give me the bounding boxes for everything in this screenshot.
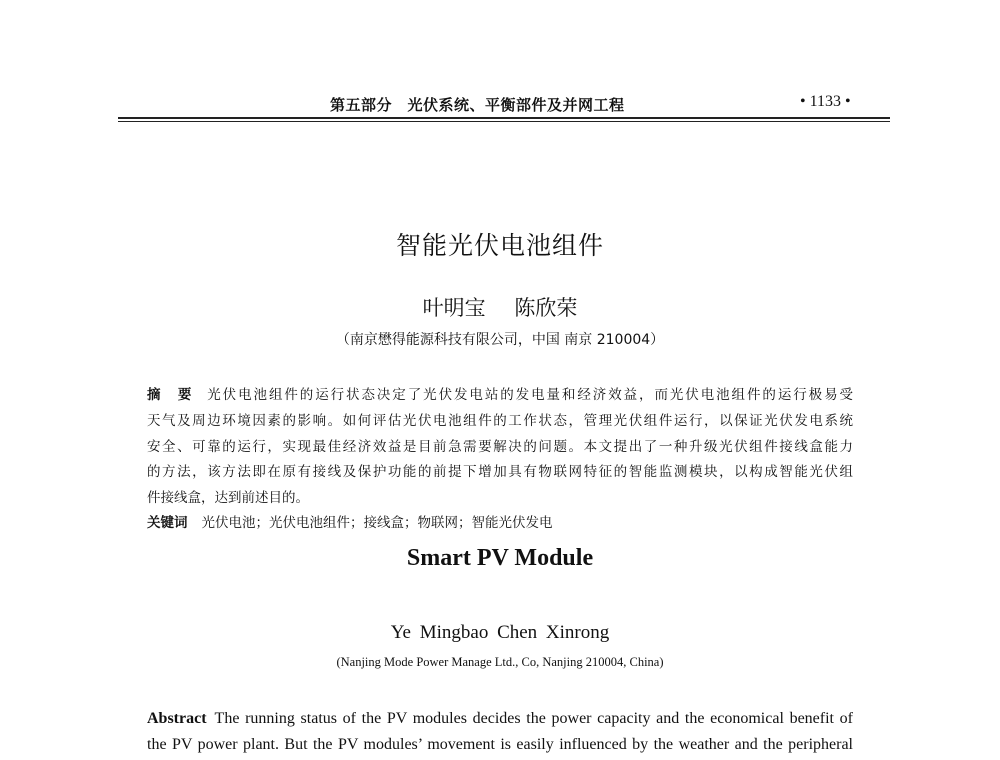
keywords-text: 光伏电池；光伏电池组件；接线盒；物联网；智能光伏发电	[201, 515, 553, 531]
english-title: Smart PV Module	[406, 545, 594, 571]
english-abstract-line	[147, 710, 853, 728]
abstract-text: The running status of the PV modules decides the power capacity and the economical benefit of	[214, 710, 853, 727]
header-rule-bottom	[118, 121, 890, 122]
chinese-affiliation: （南京懋得能源科技有限公司，中国 南京 210004）	[335, 332, 665, 348]
chinese-abstract-line	[147, 383, 853, 403]
header-rule-top	[118, 117, 890, 119]
chinese-abstract-line: 天气及周边环境因素的影响。如何评估光伏电池组件的工作状态，管理光伏组件运行，以保证光伏发电系统	[147, 413, 853, 429]
english-abstract-line: the PV power plant. But the PV modules’ movement is easily influenced by the weather and the peripheral	[147, 736, 853, 753]
abstract-label-en: Abstract	[147, 710, 207, 727]
chinese-title: 智能光伏电池组件	[395, 231, 604, 260]
page-number: • 1133 •	[800, 93, 851, 110]
abstract-text: 光伏电池组件的运行状态决定了光伏发电站的发电量和经济效益，而光伏电池组件的运行极易受	[207, 387, 854, 403]
keywords-label: 关键词	[147, 515, 188, 531]
chinese-abstract-line: 件接线盒，达到前述目的。	[147, 490, 309, 506]
chinese-abstract-line: 安全、可靠的运行，实现最佳经济效益是目前急需要解决的问题。本文提出了一种升级光伏组件接线盒能力	[147, 439, 853, 455]
english-authors: Ye Mingbao Chen Xinrong	[390, 622, 610, 643]
chinese-abstract-line: 的方法，该方法即在原有接线及保护功能的前提下增加具有物联网特征的智能监测模块，以构成智能光伏组	[147, 464, 853, 480]
abstract-label-cn: 摘 要	[147, 387, 194, 403]
english-affiliation: (Nanjing Mode Power Manage Ltd., Co, Nanjing 210004, China)	[336, 655, 664, 669]
running-head: 第五部分 光伏系统、平衡部件及并网工程	[330, 96, 625, 114]
chinese-authors: 叶明宝 陈欣荣	[422, 296, 578, 320]
chinese-keywords	[147, 511, 853, 531]
